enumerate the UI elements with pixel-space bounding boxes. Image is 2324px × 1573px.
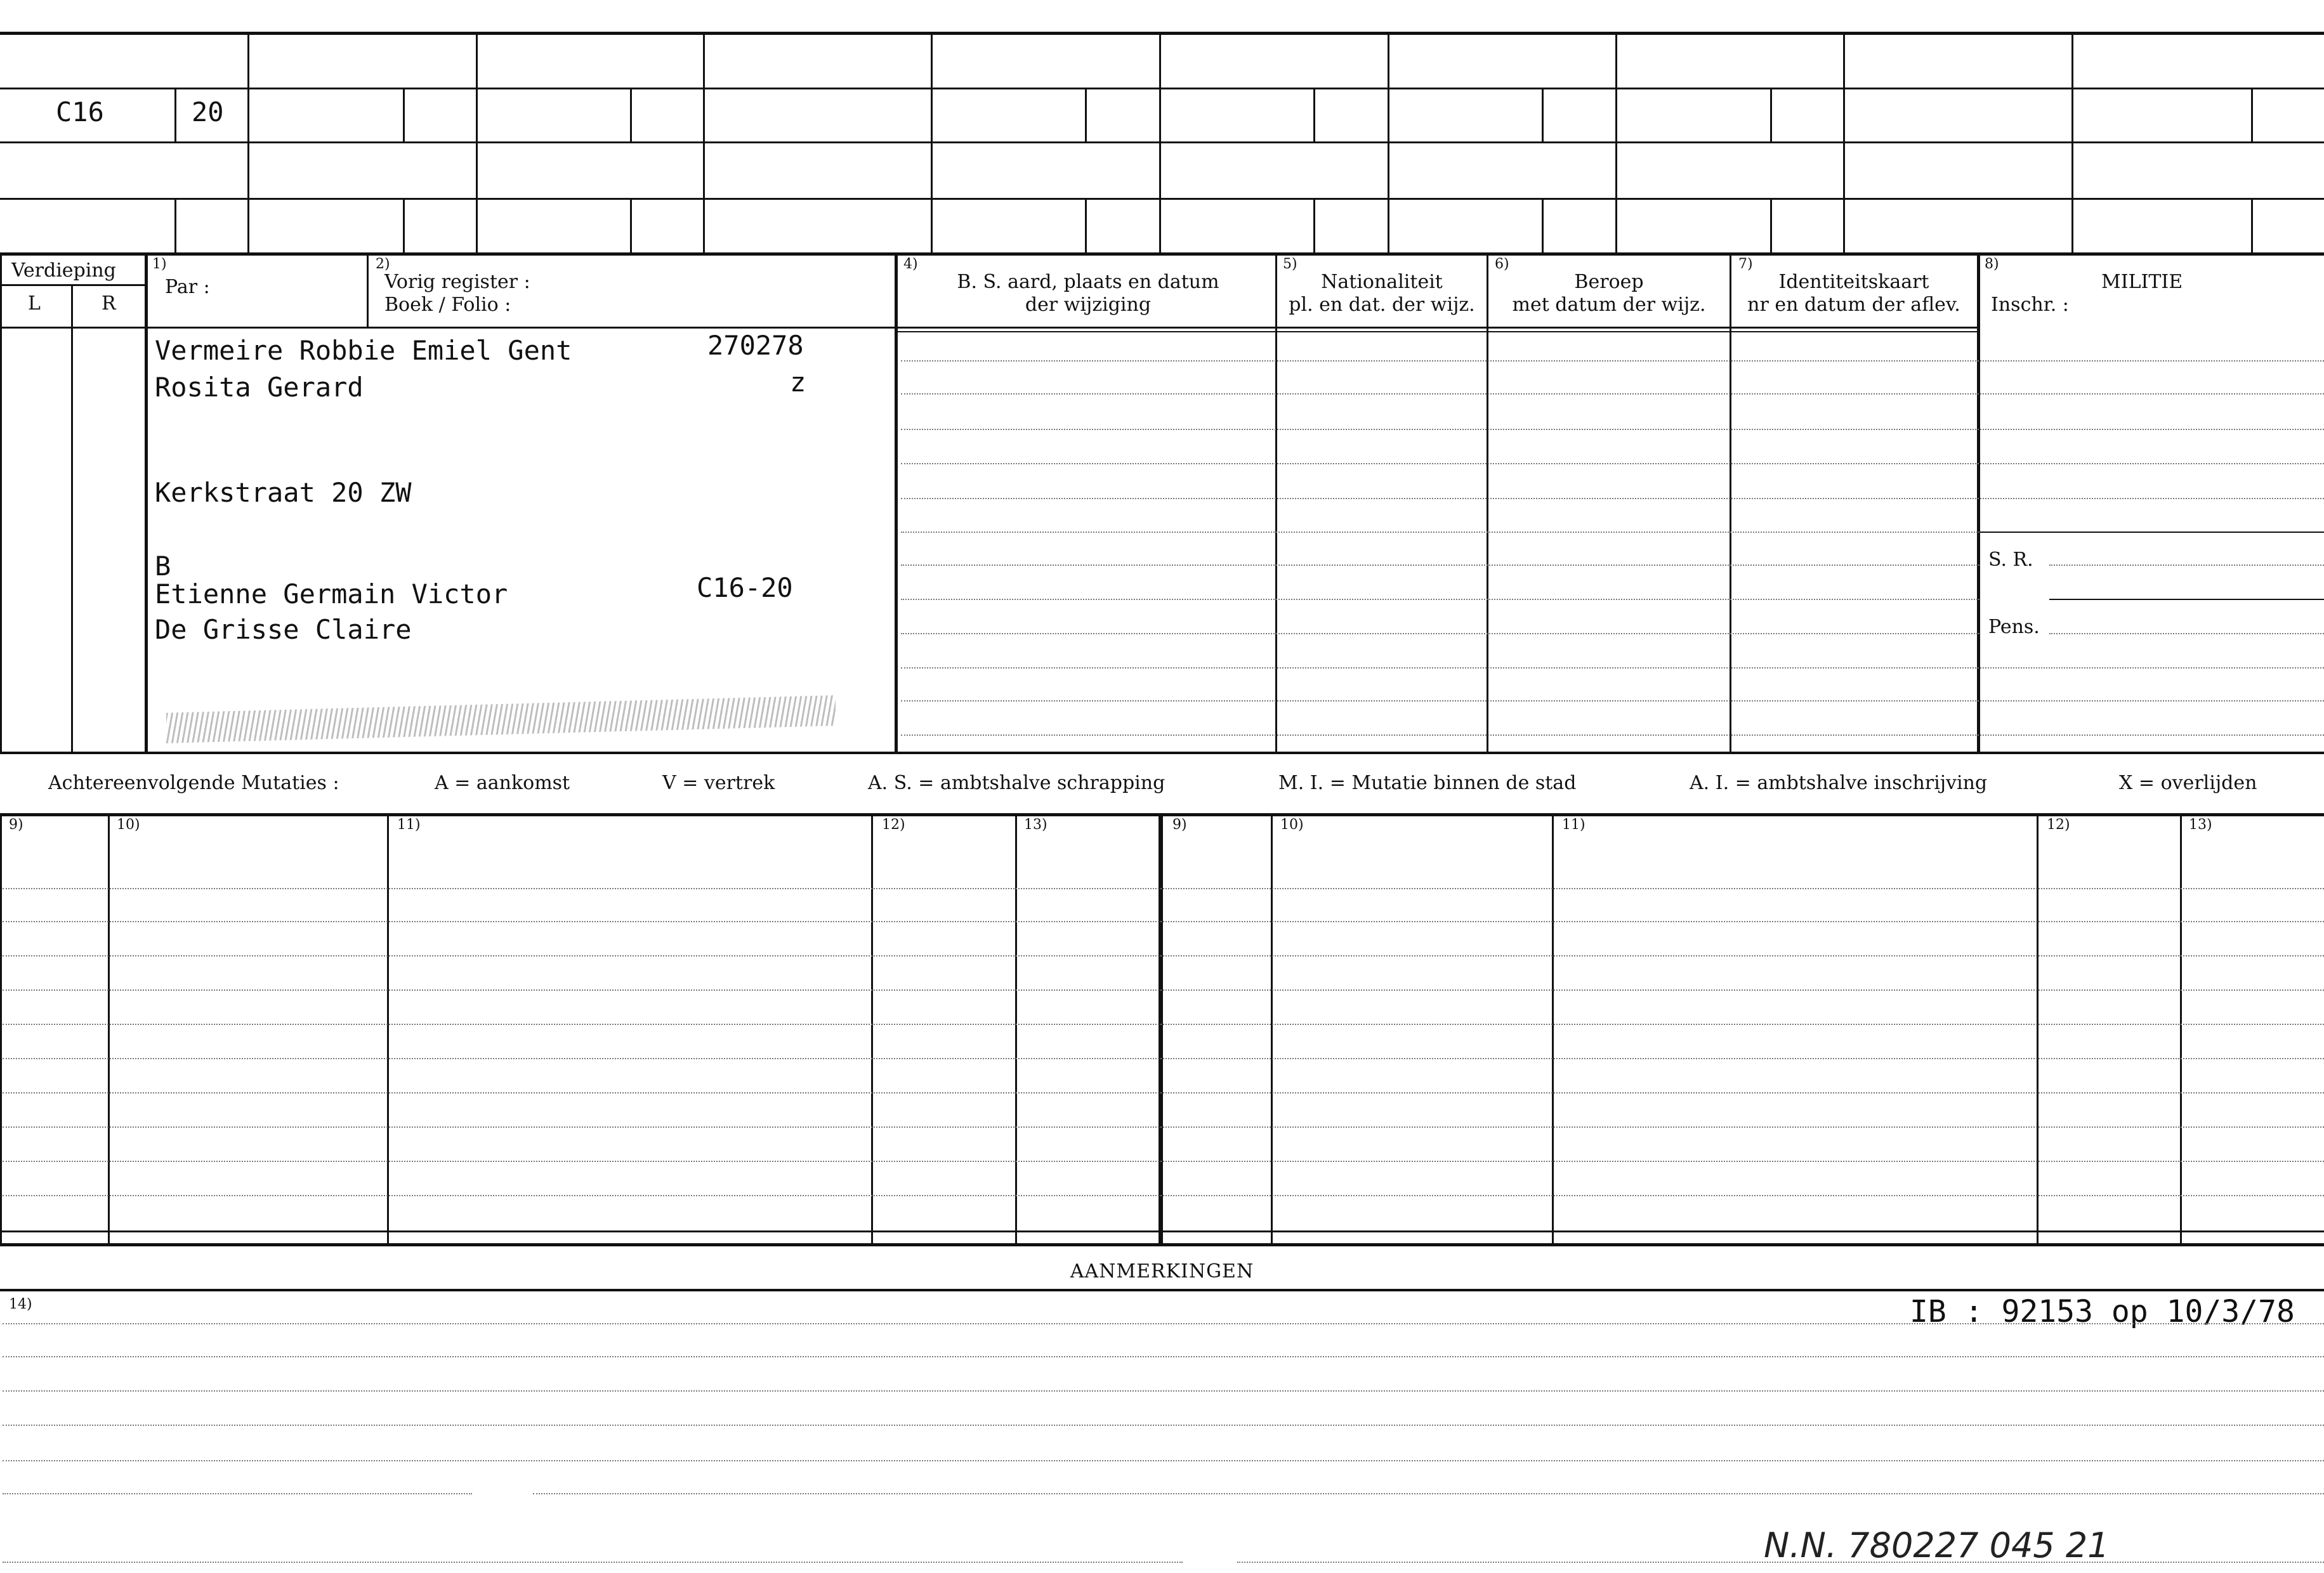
remarks-nn-handwritten: N.N. 780227 045 21 (1764, 1525, 2110, 1565)
left-header: L (28, 292, 41, 315)
person-code-2: z (790, 367, 806, 398)
legend-ex-officio-removal: A. S. = ambtshalve schrapping (868, 772, 1165, 794)
col4-header-line1: B. S. aard, plaats en datum (957, 271, 1219, 293)
col4-header-line2: der wijziging (1025, 294, 1152, 316)
right-header: R (102, 292, 116, 315)
person-code-1: 270278 (707, 330, 804, 361)
col2-number: 2) (376, 256, 390, 272)
mut-left-col10: 10) (117, 817, 140, 833)
mut-left-col13: 13) (1024, 817, 1047, 833)
col7-number: 7) (1738, 256, 1753, 272)
pens-label: Pens. (1988, 616, 2040, 638)
mut-left-col11: 11) (397, 817, 421, 833)
legend-ex-officio-registration: A. I. = ambtshalve inschrijving (1690, 772, 1988, 794)
verdieping-header: Verdieping (11, 259, 116, 282)
person-letter: B (155, 551, 171, 582)
person-name-line: Vermeire Robbie Emiel Gent (155, 335, 572, 366)
col1-header: Par : (165, 276, 210, 298)
legend-death: X = overlijden (2119, 772, 2257, 794)
inschr-label: Inschr. : (1991, 294, 2069, 316)
col7-header-line2: nr en datum der aflev. (1747, 294, 1960, 316)
person-partner-line: Rosita Gerard (155, 372, 364, 403)
ink-smudge (166, 695, 836, 743)
col5-header-line2: pl. en dat. der wijz. (1289, 294, 1475, 316)
person-parent-line: Etienne Germain Victor (155, 578, 508, 610)
col5-header-line1: Nationaliteit (1321, 271, 1443, 293)
remarks-title: AANMERKINGEN (1070, 1260, 1254, 1283)
col6-header-line1: Beroep (1574, 271, 1644, 293)
mut-left-col9: 9) (9, 817, 23, 833)
col8-number: 8) (1985, 256, 1999, 272)
mut-right-col10: 10) (1280, 817, 1304, 833)
legend-departure: V = vertrek (662, 772, 775, 794)
mut-left-col12: 12) (882, 817, 905, 833)
col5-number: 5) (1283, 256, 1297, 272)
remarks-rule (0, 1289, 2324, 1291)
person-address: Kerkstraat 20 ZW (155, 477, 412, 508)
remarks-ib-line: IB : 92153 op 10/3/78 (1910, 1294, 2295, 1329)
mut-right-col13: 13) (2189, 817, 2212, 833)
remarks-number: 14) (9, 1296, 32, 1312)
col2-header-line1: Vorig register : (384, 271, 530, 293)
sr-label: S. R. (1988, 549, 2033, 571)
legend-internal-move: M. I. = Mutatie binnen de stad (1278, 772, 1577, 794)
mut-right-col9: 9) (1172, 817, 1187, 833)
col7-header-line1: Identiteitskaart (1778, 271, 1929, 293)
person-code-3: C16-20 (697, 572, 793, 603)
person-mother-line: De Grisse Claire (155, 614, 412, 645)
militie-header: MILITIE (2101, 271, 2183, 293)
top-number: 20 (192, 96, 224, 127)
col6-header-line2: met datum der wijz. (1512, 294, 1706, 316)
col2-header-line2: Boek / Folio : (384, 294, 511, 316)
col6-number: 6) (1495, 256, 1509, 272)
col1-number: 1) (152, 256, 167, 272)
legend-title: Achtereenvolgende Mutaties : (48, 772, 339, 794)
legend-arrival: A = aankomst (435, 772, 570, 794)
col4-number: 4) (903, 256, 918, 272)
top-code: C16 (56, 96, 104, 127)
mut-right-col12: 12) (2047, 817, 2070, 833)
mut-right-col11: 11) (1562, 817, 1585, 833)
